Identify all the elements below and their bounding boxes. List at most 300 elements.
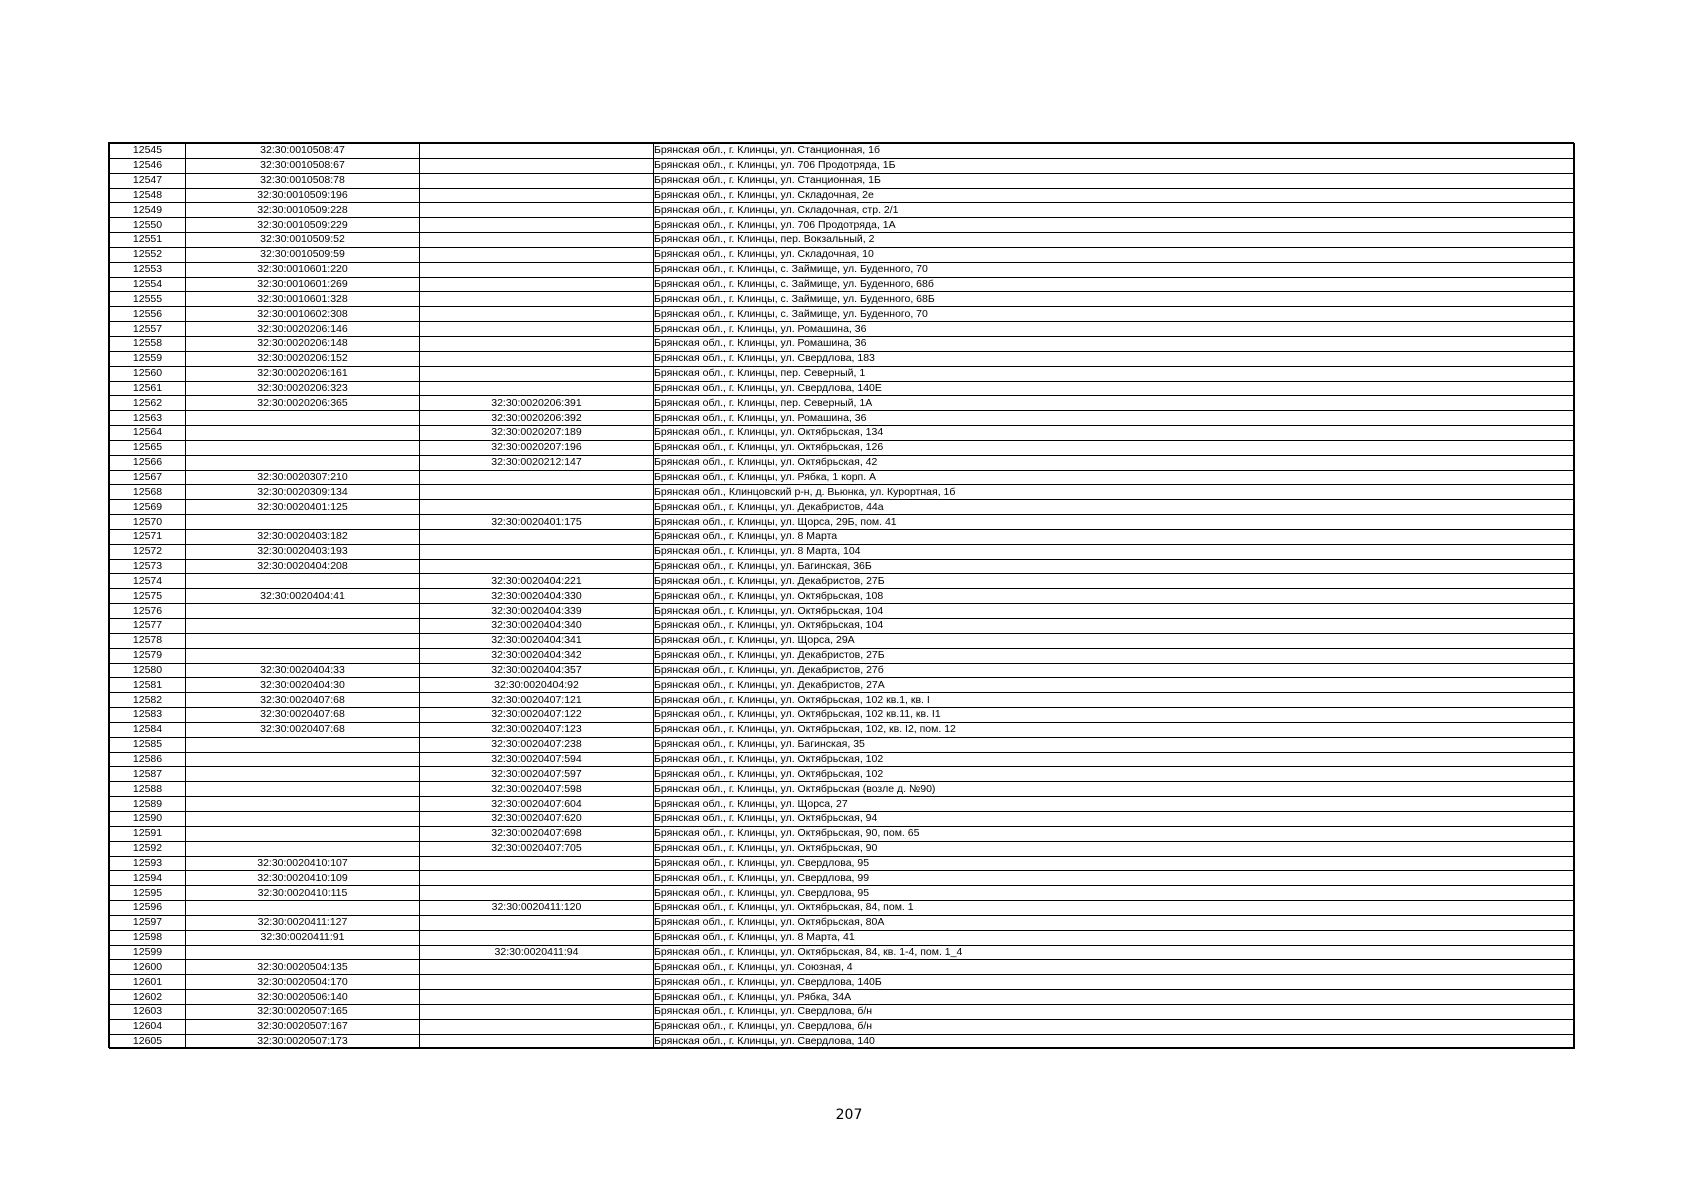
row-number-cell: 12601 — [110, 975, 186, 990]
table-row — [110, 841, 1575, 856]
table-row — [110, 515, 1575, 530]
address-cell: Брянская обл., г. Клинцы, ул. Ромашина, 36 — [654, 411, 1575, 426]
related-cadastral-number-cell — [420, 470, 654, 485]
address-cell: Брянская обл., г. Клинцы, ул. Рябка, 1 корп. А — [654, 470, 1575, 485]
table-row — [110, 663, 1575, 678]
address-cell: Брянская обл., г. Клинцы, ул. Октябрьская, 90, пом. 65 — [654, 826, 1575, 841]
cadastral-number-cell — [186, 737, 420, 752]
cadastral-number-cell: 32:30:0020206:323 — [186, 381, 420, 396]
table-row — [110, 396, 1575, 411]
table-row — [110, 767, 1575, 782]
address-cell: Брянская обл., Клинцовский р-н, д. Вьюнка, ул. Курортная, 1б — [654, 485, 1575, 500]
address-cell: Брянская обл., г. Клинцы, ул. Октябрьская, 80А — [654, 915, 1575, 930]
table-row — [110, 351, 1575, 366]
table-row — [110, 203, 1575, 218]
table-row — [110, 485, 1575, 500]
cadastral-number-cell: 32:30:0020411:91 — [186, 930, 420, 945]
row-number-cell: 12547 — [110, 173, 186, 188]
row-number-cell: 12598 — [110, 930, 186, 945]
cadastral-number-cell: 32:30:0020504:135 — [186, 960, 420, 975]
cadastral-table — [109, 143, 1575, 1049]
row-number-cell: 12573 — [110, 559, 186, 574]
cadastral-number-cell: 32:30:0020404:208 — [186, 559, 420, 574]
cadastral-number-cell: 32:30:0020411:127 — [186, 915, 420, 930]
row-number-cell: 12597 — [110, 915, 186, 930]
cadastral-number-cell: 32:30:0010601:220 — [186, 262, 420, 277]
table-row — [110, 648, 1575, 663]
table-row — [110, 960, 1575, 975]
cadastral-number-cell: 32:30:0020206:365 — [186, 396, 420, 411]
row-number-cell: 12561 — [110, 381, 186, 396]
cadastral-number-cell: 32:30:0020309:134 — [186, 485, 420, 500]
cadastral-number-cell — [186, 841, 420, 856]
related-cadastral-number-cell — [420, 915, 654, 930]
address-cell: Брянская обл., г. Клинцы, ул. Свердлова, б/н — [654, 1019, 1575, 1034]
table-row — [110, 915, 1575, 930]
row-number-cell: 12572 — [110, 544, 186, 559]
related-cadastral-number-cell: 32:30:0020212:147 — [420, 455, 654, 470]
table-row — [110, 277, 1575, 292]
related-cadastral-number-cell — [420, 990, 654, 1005]
table-row — [110, 752, 1575, 767]
row-number-cell: 12550 — [110, 218, 186, 233]
cadastral-number-cell: 32:30:0020504:170 — [186, 975, 420, 990]
row-number-cell: 12570 — [110, 515, 186, 530]
related-cadastral-number-cell — [420, 559, 654, 574]
row-number-cell: 12553 — [110, 262, 186, 277]
address-cell: Брянская обл., г. Клинцы, ул. Свердлова, 140 — [654, 1034, 1575, 1049]
related-cadastral-number-cell: 32:30:0020411:120 — [420, 901, 654, 916]
table-row — [110, 826, 1575, 841]
table-row — [110, 811, 1575, 826]
address-cell: Брянская обл., г. Клинцы, ул. Союзная, 4 — [654, 960, 1575, 975]
table-row — [110, 975, 1575, 990]
address-cell: Брянская обл., г. Клинцы, ул. Свердлова, 95 — [654, 856, 1575, 871]
table-row — [110, 708, 1575, 723]
row-number-cell: 12564 — [110, 426, 186, 441]
table-body — [110, 144, 1575, 1049]
cadastral-number-cell — [186, 767, 420, 782]
cadastral-number-cell — [186, 604, 420, 619]
related-cadastral-number-cell — [420, 1004, 654, 1019]
address-cell: Брянская обл., г. Клинцы, ул. Октябрьская, 102 кв.11, кв. I1 — [654, 708, 1575, 723]
related-cadastral-number-cell — [420, 292, 654, 307]
address-cell: Брянская обл., г. Клинцы, ул. Станционная, 1Б — [654, 173, 1575, 188]
table-row — [110, 158, 1575, 173]
related-cadastral-number-cell: 32:30:0020407:238 — [420, 737, 654, 752]
related-cadastral-number-cell — [420, 336, 654, 351]
address-cell: Брянская обл., г. Клинцы, ул. Багинская, 36Б — [654, 559, 1575, 574]
address-cell: Брянская обл., г. Клинцы, пер. Северный, 1 — [654, 366, 1575, 381]
related-cadastral-number-cell: 32:30:0020407:705 — [420, 841, 654, 856]
row-number-cell: 12551 — [110, 233, 186, 248]
related-cadastral-number-cell: 32:30:0020206:391 — [420, 396, 654, 411]
related-cadastral-number-cell — [420, 203, 654, 218]
related-cadastral-number-cell — [420, 930, 654, 945]
table-row — [110, 1034, 1575, 1049]
cadastral-number-cell — [186, 619, 420, 634]
related-cadastral-number-cell: 32:30:0020207:189 — [420, 426, 654, 441]
table-row — [110, 871, 1575, 886]
row-number-cell: 12565 — [110, 440, 186, 455]
related-cadastral-number-cell — [420, 351, 654, 366]
address-cell: Брянская обл., г. Клинцы, ул. Октябрьская, 102 — [654, 767, 1575, 782]
address-cell: Брянская обл., г. Клинцы, ул. Октябрьская, 134 — [654, 426, 1575, 441]
address-cell: Брянская обл., г. Клинцы, ул. Щорса, 29А — [654, 633, 1575, 648]
table-row — [110, 440, 1575, 455]
row-number-cell: 12587 — [110, 767, 186, 782]
related-cadastral-number-cell — [420, 544, 654, 559]
table-row — [110, 633, 1575, 648]
table-row — [110, 292, 1575, 307]
address-cell: Брянская обл., г. Клинцы, ул. Октябрьская, 42 — [654, 455, 1575, 470]
address-cell: Брянская обл., г. Клинцы, ул. 706 Продотряда, 1Б — [654, 158, 1575, 173]
address-cell: Брянская обл., г. Клинцы, ул. 8 Марта, 41 — [654, 930, 1575, 945]
table-row — [110, 381, 1575, 396]
related-cadastral-number-cell: 32:30:0020407:121 — [420, 693, 654, 708]
table-row — [110, 990, 1575, 1005]
row-number-cell: 12596 — [110, 901, 186, 916]
row-number-cell: 12594 — [110, 871, 186, 886]
row-number-cell: 12580 — [110, 663, 186, 678]
related-cadastral-number-cell: 32:30:0020407:594 — [420, 752, 654, 767]
cadastral-number-cell — [186, 440, 420, 455]
cadastral-number-cell: 32:30:0020404:30 — [186, 678, 420, 693]
related-cadastral-number-cell — [420, 485, 654, 500]
cadastral-number-cell: 32:30:0010601:269 — [186, 277, 420, 292]
cadastral-number-cell: 32:30:0010509:59 — [186, 247, 420, 262]
address-cell: Брянская обл., г. Клинцы, с. Займище, ул. Буденного, 68б — [654, 277, 1575, 292]
address-cell: Брянская обл., г. Клинцы, ул. Декабристов, 27Б — [654, 574, 1575, 589]
row-number-cell: 12584 — [110, 722, 186, 737]
related-cadastral-number-cell: 32:30:0020407:123 — [420, 722, 654, 737]
cadastral-number-cell: 32:30:0020507:165 — [186, 1004, 420, 1019]
address-cell: Брянская обл., г. Клинцы, ул. Станционная, 1б — [654, 144, 1575, 159]
cadastral-number-cell: 32:30:0010602:308 — [186, 307, 420, 322]
row-number-cell: 12603 — [110, 1004, 186, 1019]
address-cell: Брянская обл., г. Клинцы, ул. Свердлова, 99 — [654, 871, 1575, 886]
related-cadastral-number-cell: 32:30:0020404:92 — [420, 678, 654, 693]
related-cadastral-number-cell: 32:30:0020404:330 — [420, 589, 654, 604]
table-row — [110, 930, 1575, 945]
related-cadastral-number-cell: 32:30:0020401:175 — [420, 515, 654, 530]
row-number-cell: 12577 — [110, 619, 186, 634]
related-cadastral-number-cell — [420, 218, 654, 233]
row-number-cell: 12599 — [110, 945, 186, 960]
table-row — [110, 173, 1575, 188]
address-cell: Брянская обл., г. Клинцы, ул. Октябрьская, 94 — [654, 811, 1575, 826]
address-cell: Брянская обл., г. Клинцы, ул. Октябрьская, 84, пом. 1 — [654, 901, 1575, 916]
address-cell: Брянская обл., г. Клинцы, ул. Октябрьская, 108 — [654, 589, 1575, 604]
cadastral-number-cell: 32:30:0010509:52 — [186, 233, 420, 248]
row-number-cell: 12575 — [110, 589, 186, 604]
row-number-cell: 12546 — [110, 158, 186, 173]
cadastral-number-cell: 32:30:0020404:33 — [186, 663, 420, 678]
cadastral-number-cell: 32:30:0020403:182 — [186, 529, 420, 544]
table-row — [110, 722, 1575, 737]
related-cadastral-number-cell — [420, 233, 654, 248]
cadastral-number-cell — [186, 648, 420, 663]
address-cell: Брянская обл., г. Клинцы, ул. Октябрьская, 102 кв.1, кв. I — [654, 693, 1575, 708]
table-row — [110, 470, 1575, 485]
row-number-cell: 12602 — [110, 990, 186, 1005]
cadastral-number-cell — [186, 455, 420, 470]
address-cell: Брянская обл., г. Клинцы, ул. Октябрьская (возле д. №90) — [654, 782, 1575, 797]
table-row — [110, 737, 1575, 752]
related-cadastral-number-cell — [420, 856, 654, 871]
address-cell: Брянская обл., г. Клинцы, ул. Свердлова, 95 — [654, 886, 1575, 901]
address-cell: Брянская обл., г. Клинцы, ул. Складочная, 10 — [654, 247, 1575, 262]
table-row — [110, 559, 1575, 574]
cadastral-number-cell — [186, 945, 420, 960]
cadastral-number-cell — [186, 782, 420, 797]
row-number-cell: 12562 — [110, 396, 186, 411]
row-number-cell: 12549 — [110, 203, 186, 218]
row-number-cell: 12600 — [110, 960, 186, 975]
address-cell: Брянская обл., г. Клинцы, ул. Декабристов, 44а — [654, 500, 1575, 515]
cadastral-number-cell: 32:30:0020407:68 — [186, 693, 420, 708]
row-number-cell: 12560 — [110, 366, 186, 381]
document-table-container — [109, 143, 1574, 1049]
cadastral-number-cell: 32:30:0020407:68 — [186, 722, 420, 737]
address-cell: Брянская обл., г. Клинцы, ул. Октябрьская, 102 — [654, 752, 1575, 767]
row-number-cell: 12574 — [110, 574, 186, 589]
table-row — [110, 307, 1575, 322]
related-cadastral-number-cell — [420, 529, 654, 544]
table-row — [110, 589, 1575, 604]
address-cell: Брянская обл., г. Клинцы, с. Займище, ул. Буденного, 70 — [654, 262, 1575, 277]
row-number-cell: 12589 — [110, 797, 186, 812]
address-cell: Брянская обл., г. Клинцы, ул. 706 Продотряда, 1А — [654, 218, 1575, 233]
address-cell: Брянская обл., г. Клинцы, ул. Октябрьская, 104 — [654, 604, 1575, 619]
cadastral-number-cell: 32:30:0020407:68 — [186, 708, 420, 723]
row-number-cell: 12578 — [110, 633, 186, 648]
row-number-cell: 12566 — [110, 455, 186, 470]
row-number-cell: 12555 — [110, 292, 186, 307]
related-cadastral-number-cell: 32:30:0020407:620 — [420, 811, 654, 826]
table-row — [110, 529, 1575, 544]
row-number-cell: 12548 — [110, 188, 186, 203]
related-cadastral-number-cell — [420, 173, 654, 188]
address-cell: Брянская обл., г. Клинцы, ул. Щорса, 27 — [654, 797, 1575, 812]
cadastral-number-cell: 32:30:0020410:107 — [186, 856, 420, 871]
cadastral-number-cell — [186, 901, 420, 916]
row-number-cell: 12571 — [110, 529, 186, 544]
address-cell: Брянская обл., г. Клинцы, ул. Свердлова, 140Е — [654, 381, 1575, 396]
address-cell: Брянская обл., г. Клинцы, ул. Свердлова, 140Б — [654, 975, 1575, 990]
address-cell: Брянская обл., г. Клинцы, ул. Щорса, 29Б, пом. 41 — [654, 515, 1575, 530]
related-cadastral-number-cell — [420, 886, 654, 901]
row-number-cell: 12585 — [110, 737, 186, 752]
row-number-cell: 12581 — [110, 678, 186, 693]
related-cadastral-number-cell: 32:30:0020404:340 — [420, 619, 654, 634]
cadastral-number-cell: 32:30:0010508:78 — [186, 173, 420, 188]
table-row — [110, 782, 1575, 797]
table-row — [110, 366, 1575, 381]
row-number-cell: 12592 — [110, 841, 186, 856]
related-cadastral-number-cell — [420, 262, 654, 277]
related-cadastral-number-cell: 32:30:0020407:597 — [420, 767, 654, 782]
cadastral-number-cell: 32:30:0020401:125 — [186, 500, 420, 515]
row-number-cell: 12545 — [110, 144, 186, 159]
cadastral-number-cell — [186, 515, 420, 530]
related-cadastral-number-cell — [420, 188, 654, 203]
table-row — [110, 500, 1575, 515]
address-cell: Брянская обл., г. Клинцы, ул. Октябрьская, 102, кв. I2, пом. 12 — [654, 722, 1575, 737]
related-cadastral-number-cell: 32:30:0020407:604 — [420, 797, 654, 812]
row-number-cell: 12604 — [110, 1019, 186, 1034]
table-row — [110, 693, 1575, 708]
related-cadastral-number-cell — [420, 960, 654, 975]
cadastral-number-cell — [186, 411, 420, 426]
table-row — [110, 262, 1575, 277]
address-cell: Брянская обл., г. Клинцы, ул. Ромашина, 36 — [654, 322, 1575, 337]
related-cadastral-number-cell — [420, 1019, 654, 1034]
address-cell: Брянская обл., г. Клинцы, с. Займище, ул. Буденного, 70 — [654, 307, 1575, 322]
cadastral-number-cell: 32:30:0010509:196 — [186, 188, 420, 203]
row-number-cell: 12588 — [110, 782, 186, 797]
table-row — [110, 233, 1575, 248]
cadastral-number-cell: 32:30:0020410:109 — [186, 871, 420, 886]
cadastral-number-cell: 32:30:0020206:146 — [186, 322, 420, 337]
related-cadastral-number-cell: 32:30:0020407:598 — [420, 782, 654, 797]
table-row — [110, 886, 1575, 901]
row-number-cell: 12593 — [110, 856, 186, 871]
related-cadastral-number-cell — [420, 158, 654, 173]
related-cadastral-number-cell: 32:30:0020404:342 — [420, 648, 654, 663]
cadastral-number-cell: 32:30:0010508:67 — [186, 158, 420, 173]
row-number-cell: 12595 — [110, 886, 186, 901]
related-cadastral-number-cell — [420, 247, 654, 262]
row-number-cell: 12559 — [110, 351, 186, 366]
address-cell: Брянская обл., г. Клинцы, ул. Свердлова, 183 — [654, 351, 1575, 366]
cadastral-number-cell: 32:30:0020403:193 — [186, 544, 420, 559]
row-number-cell: 12554 — [110, 277, 186, 292]
table-row — [110, 247, 1575, 262]
address-cell: Брянская обл., г. Клинцы, ул. Багинская, 35 — [654, 737, 1575, 752]
related-cadastral-number-cell — [420, 277, 654, 292]
related-cadastral-number-cell: 32:30:0020407:698 — [420, 826, 654, 841]
row-number-cell: 12591 — [110, 826, 186, 841]
cadastral-number-cell: 32:30:0020404:41 — [186, 589, 420, 604]
table-row — [110, 678, 1575, 693]
table-row — [110, 544, 1575, 559]
table-row — [110, 322, 1575, 337]
related-cadastral-number-cell — [420, 144, 654, 159]
table-row — [110, 336, 1575, 351]
row-number-cell: 12568 — [110, 485, 186, 500]
table-row — [110, 188, 1575, 203]
address-cell: Брянская обл., г. Клинцы, ул. Складочная, 2е — [654, 188, 1575, 203]
table-row — [110, 411, 1575, 426]
address-cell: Брянская обл., г. Клинцы, ул. 8 Марта, 104 — [654, 544, 1575, 559]
address-cell: Брянская обл., г. Клинцы, ул. Рябка, 34А — [654, 990, 1575, 1005]
row-number-cell: 12557 — [110, 322, 186, 337]
row-number-cell: 12579 — [110, 648, 186, 663]
related-cadastral-number-cell: 32:30:0020207:196 — [420, 440, 654, 455]
related-cadastral-number-cell — [420, 366, 654, 381]
address-cell: Брянская обл., г. Клинцы, ул. Октябрьская, 90 — [654, 841, 1575, 856]
page-number: 207 — [835, 1107, 863, 1123]
cadastral-number-cell: 32:30:0020307:210 — [186, 470, 420, 485]
row-number-cell: 12576 — [110, 604, 186, 619]
table-row — [110, 856, 1575, 871]
cadastral-number-cell: 32:30:0020507:173 — [186, 1034, 420, 1049]
cadastral-number-cell: 32:30:0010509:229 — [186, 218, 420, 233]
related-cadastral-number-cell: 32:30:0020404:221 — [420, 574, 654, 589]
address-cell: Брянская обл., г. Клинцы, ул. Складочная, стр. 2/1 — [654, 203, 1575, 218]
cadastral-number-cell — [186, 426, 420, 441]
table-row — [110, 426, 1575, 441]
related-cadastral-number-cell — [420, 381, 654, 396]
related-cadastral-number-cell: 32:30:0020206:392 — [420, 411, 654, 426]
table-row — [110, 218, 1575, 233]
related-cadastral-number-cell: 32:30:0020404:357 — [420, 663, 654, 678]
address-cell: Брянская обл., г. Клинцы, пер. Северный, 1А — [654, 396, 1575, 411]
related-cadastral-number-cell — [420, 307, 654, 322]
cadastral-number-cell: 32:30:0010508:47 — [186, 144, 420, 159]
cadastral-number-cell: 32:30:0020506:140 — [186, 990, 420, 1005]
table-row — [110, 901, 1575, 916]
address-cell: Брянская обл., г. Клинцы, ул. Декабристов, 27б — [654, 663, 1575, 678]
address-cell: Брянская обл., г. Клинцы, с. Займище, ул. Буденного, 68Б — [654, 292, 1575, 307]
cadastral-number-cell: 32:30:0020507:167 — [186, 1019, 420, 1034]
table-row — [110, 797, 1575, 812]
row-number-cell: 12558 — [110, 336, 186, 351]
related-cadastral-number-cell: 32:30:0020411:94 — [420, 945, 654, 960]
table-row — [110, 574, 1575, 589]
cadastral-number-cell: 32:30:0020206:148 — [186, 336, 420, 351]
address-cell: Брянская обл., г. Клинцы, ул. Декабристов, 27Б — [654, 648, 1575, 663]
address-cell: Брянская обл., г. Клинцы, ул. Октябрьская, 104 — [654, 619, 1575, 634]
cadastral-number-cell: 32:30:0010509:228 — [186, 203, 420, 218]
cadastral-number-cell: 32:30:0020410:115 — [186, 886, 420, 901]
cadastral-number-cell — [186, 797, 420, 812]
row-number-cell: 12583 — [110, 708, 186, 723]
table-row — [110, 1019, 1575, 1034]
row-number-cell: 12586 — [110, 752, 186, 767]
cadastral-number-cell: 32:30:0010601:328 — [186, 292, 420, 307]
row-number-cell: 12569 — [110, 500, 186, 515]
related-cadastral-number-cell — [420, 1034, 654, 1049]
cadastral-number-cell — [186, 811, 420, 826]
address-cell: Брянская обл., г. Клинцы, ул. Декабристов, 27А — [654, 678, 1575, 693]
address-cell: Брянская обл., г. Клинцы, ул. Октябрьская, 126 — [654, 440, 1575, 455]
table-row — [110, 455, 1575, 470]
address-cell: Брянская обл., г. Клинцы, ул. Ромашина, 36 — [654, 336, 1575, 351]
row-number-cell: 12590 — [110, 811, 186, 826]
table-row — [110, 945, 1575, 960]
table-row — [110, 619, 1575, 634]
related-cadastral-number-cell: 32:30:0020404:339 — [420, 604, 654, 619]
row-number-cell: 12563 — [110, 411, 186, 426]
table-row — [110, 604, 1575, 619]
row-number-cell: 12556 — [110, 307, 186, 322]
address-cell: Брянская обл., г. Клинцы, ул. Свердлова, б/н — [654, 1004, 1575, 1019]
address-cell: Брянская обл., г. Клинцы, ул. Октябрьская, 84, кв. 1-4, пом. 1_4 — [654, 945, 1575, 960]
row-number-cell: 12552 — [110, 247, 186, 262]
cadastral-number-cell — [186, 752, 420, 767]
related-cadastral-number-cell: 32:30:0020407:122 — [420, 708, 654, 723]
cadastral-number-cell — [186, 574, 420, 589]
row-number-cell: 12582 — [110, 693, 186, 708]
cadastral-number-cell — [186, 633, 420, 648]
table-row — [110, 144, 1575, 159]
related-cadastral-number-cell — [420, 322, 654, 337]
related-cadastral-number-cell — [420, 500, 654, 515]
table-row — [110, 1004, 1575, 1019]
address-cell: Брянская обл., г. Клинцы, ул. 8 Марта — [654, 529, 1575, 544]
